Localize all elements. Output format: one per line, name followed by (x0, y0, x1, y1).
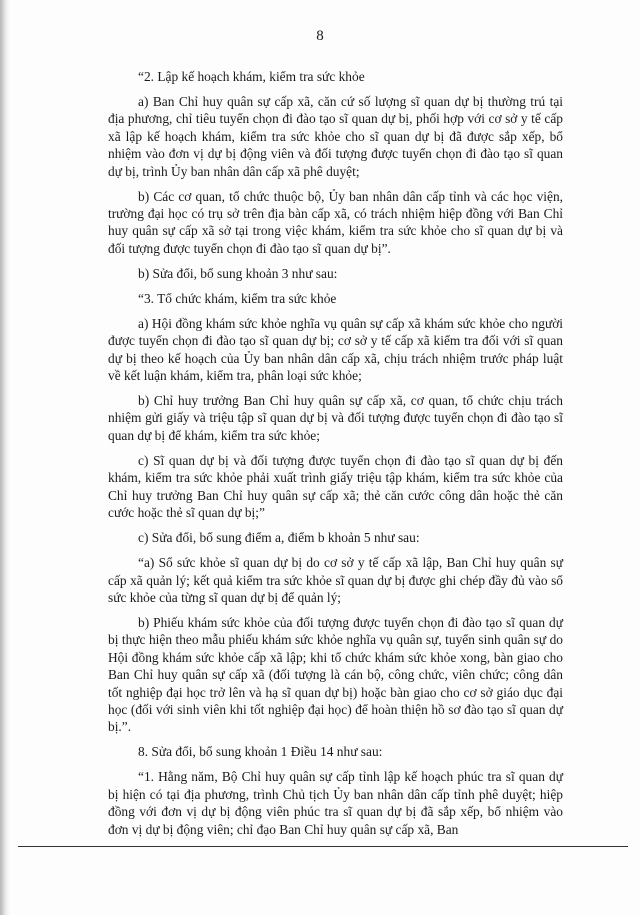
page-number: 8 (316, 28, 324, 44)
paragraph: a) Ban Chỉ huy quân sự cấp xã, căn cứ số lượng sĩ quan dự bị thường trú tại địa phương, chỉ tiêu tuyển chọn đi đào tạo sĩ quan dự bị, phối hợp với cơ sở y tế cấp xã lập kế hoạch khám, kiểm tra sức khỏe cho sĩ quan dự bị đã được sắp xếp, bổ nhiệm vào đơn vị dự bị động viên và đối tượng được tuyển chọn đi đào tạo sĩ quan dự bị, trình Ủy ban nhân dân cấp xã phê duyệt; (108, 94, 563, 179)
footer-divider (18, 846, 628, 847)
paragraph: “3. Tổ chức khám, kiểm tra sức khỏe (138, 290, 337, 306)
paragraph: “2. Lập kế hoạch khám, kiểm tra sức khỏe (138, 69, 365, 84)
document-body (108, 68, 563, 846)
paragraph: a) Hội đồng khám sức khỏe nghĩa vụ quân sự cấp xã khám sức khỏe cho người được tuyển chọn đi đào tạo sĩ quan dự bị; cơ sở y tế cấp xã kiểm tra đối với sĩ quan dự bị theo kế hoạch của Ủy ban nhân dân cấp xã, chịu trách nhiệm trước pháp luật về kết luận khám, kiểm tra, phân loại sức khỏe; (108, 315, 563, 384)
paragraph: b) Sửa đổi, bổ sung khoản 3 như sau: (138, 265, 338, 281)
paragraph: “1. Hằng năm, Bộ Chỉ huy quân sự cấp tỉnh lập kế hoạch phúc tra sĩ quan dự bị hiện có tại địa phương, trình Chủ tịch Ủy ban nhân dân cấp tỉnh phê duyệt; hiệp đồng với đơn vị dự bị động viên phúc tra sĩ quan dự bị đã sắp xếp, bổ nhiệm vào đơn vị dự bị động viên; chỉ đạo Ban Chỉ huy quân sự cấp xã, Ban (108, 769, 563, 837)
scan-shadow-edge (0, 0, 10, 915)
paragraph: “a) Sổ sức khỏe sĩ quan dự bị do cơ sở y tế cấp xã lập, Ban Chỉ huy quân sự cấp xã quản lý; kết quả kiểm tra sức khỏe sĩ quan dự bị được ghi chép đầy đủ vào sổ sức khỏe của từng sĩ quan dự bị để quản lý; (108, 555, 563, 605)
paragraph: c) Sĩ quan dự bị và đối tượng được tuyển chọn đi đào tạo sĩ quan dự bị đến khám, kiểm tra sức khỏe phải xuất trình giấy triệu tập khám, kiểm tra sức khỏe của Chỉ huy trưởng Ban Chỉ huy quân sự cấp xã; thẻ căn cước công dân hoặc thẻ căn cước hoặc thẻ sĩ quan dự bị;” (108, 452, 563, 521)
paragraph: c) Sửa đổi, bổ sung điểm a, điểm b khoản 5 như sau: (138, 530, 420, 546)
paragraph: b) Chỉ huy trưởng Ban Chỉ huy quân sự cấp xã, cơ quan, tổ chức chịu trách nhiệm gửi giấy và triệu tập sĩ quan dự bị và đối tượng được tuyển chọn đi đào tạo sĩ quan dự bị để khám, kiểm tra sức khỏe; (108, 393, 563, 443)
paragraph: b) Phiếu khám sức khỏe của đối tượng được tuyển chọn đi đào tạo sĩ quan dự bị thực hiện theo mẫu phiếu khám sức khỏe nghĩa vụ quân sự, tuyển sinh quân sự do Hội đồng khám sức khỏe cấp xã lập; khi tổ chức khám sức khỏe xong, bàn giao cho Ban Chỉ huy quân sự cấp xã (đối tượng là cán bộ, công chức, viên chức; công dân tốt nghiệp đại học trở lên và hạ sĩ quan dự bị) hoặc bàn giao cho cơ sở giáo dục đại học (đối với sinh viên khi tốt nghiệp đại học) để hoàn thiện hồ sơ đào tạo sĩ quan dự bị.”. (108, 614, 563, 735)
paragraph: b) Các cơ quan, tổ chức thuộc bộ, Ủy ban nhân dân cấp tỉnh và các học viện, trường đại học có trụ sở trên địa bàn cấp xã, có trách nhiệm hiệp đồng với Ban Chỉ huy quân sự cấp xã sở tại trong việc khám, kiểm tra sức khỏe cho sĩ quan dự bị và đối tượng được tuyển chọn đi đào tạo sĩ quan dự bị”. (108, 188, 563, 256)
paragraph: 8. Sửa đổi, bổ sung khoản 1 Điều 14 như sau: (138, 744, 383, 760)
